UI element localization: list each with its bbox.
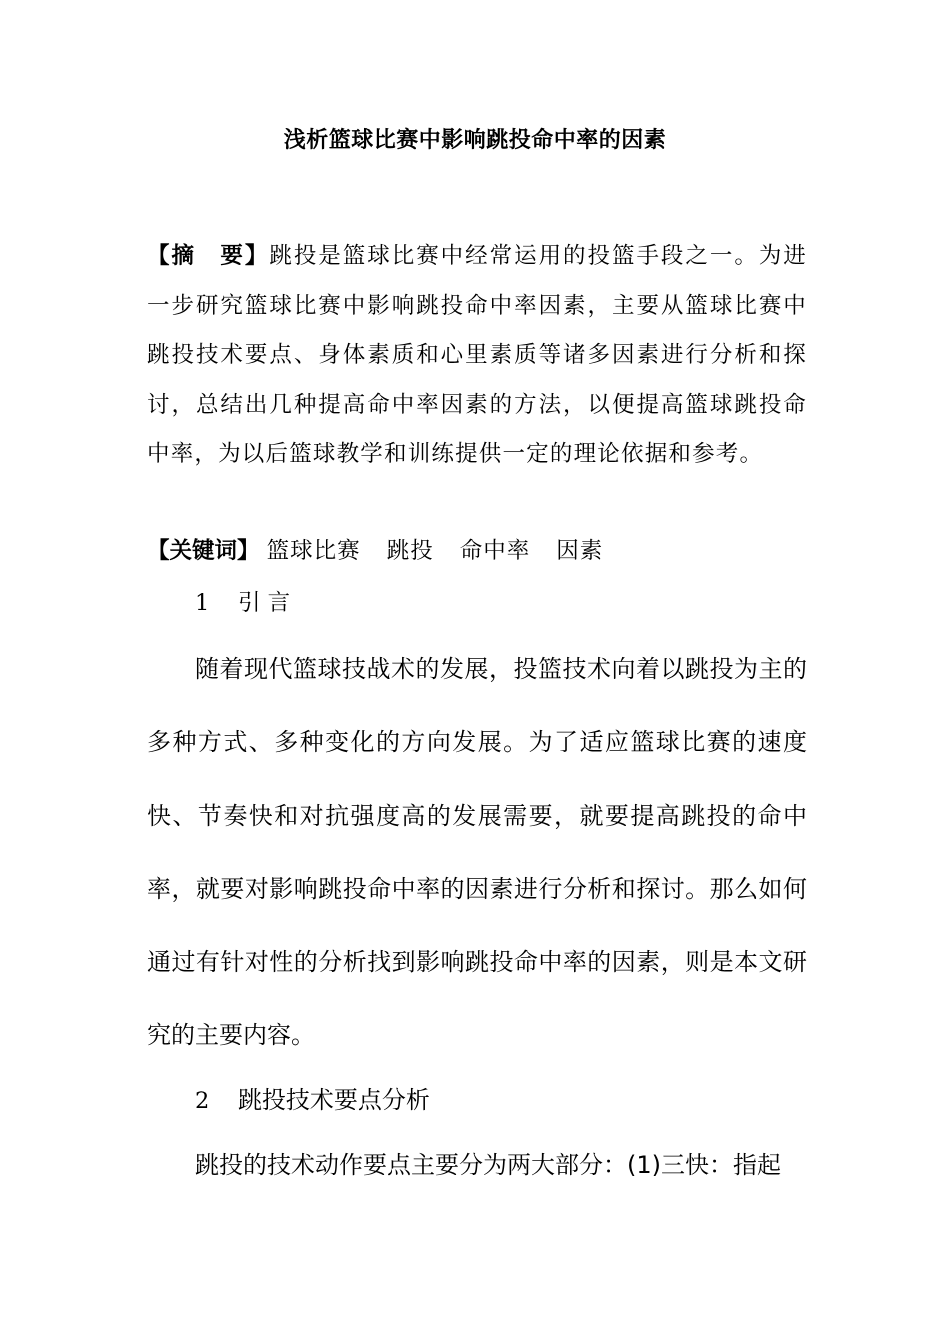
section-number: 2 [195, 1088, 210, 1114]
abstract-text: 跳投是篮球比赛中经常运用的投篮手段之一。为进一步研究篮球比赛中影响跳投命中率因素，主要从篮球比赛中跳投技术要点、身体素质和心里素质等诸多因素进行分析和探讨，总结出几种提高命中率因素的方法，以便提高篮球跳投命中率，为以后篮球教学和训练提供一定的理论依据和参考。 [147, 243, 807, 467]
section-paragraph: 随着现代篮球技战术的发展，投篮技术向着以跳投为主的多种方式、多种变化的方向发展。为了适应篮球比赛的速度快、节奏快和对抗强度高的发展需要，就要提高跳投的命中率，就要对影响跳投命中率的因素进行分析和探讨。那么如何通过有针对性的分析找到影响跳投命中率的因素，则是本文研究的主要内容。 [147, 655, 807, 1050]
keyword-item: 跳投 [386, 538, 434, 564]
section-heading [195, 1080, 430, 1121]
section-heading-text: 引 言 [237, 590, 291, 616]
keyword-item: 篮球比赛 [266, 538, 361, 564]
document-title: 浅析篮球比赛中影响跳投命中率的因素 [283, 128, 667, 153]
section-number: 1 [195, 590, 210, 616]
abstract-label: 【摘 要】 [147, 243, 270, 269]
keyword-item: 命中率 [459, 538, 531, 564]
abstract-paragraph [147, 232, 807, 480]
keywords-label: 【关键词】 [147, 538, 260, 564]
section-heading [195, 583, 290, 623]
section-heading-text: 跳投技术要点分析 [237, 1086, 430, 1114]
section-paragraph: 跳投的技术动作要点主要分为两大部分：(1)三快：指起 [195, 1151, 781, 1179]
keywords-line [147, 531, 807, 571]
keyword-item: 因素 [556, 538, 604, 564]
